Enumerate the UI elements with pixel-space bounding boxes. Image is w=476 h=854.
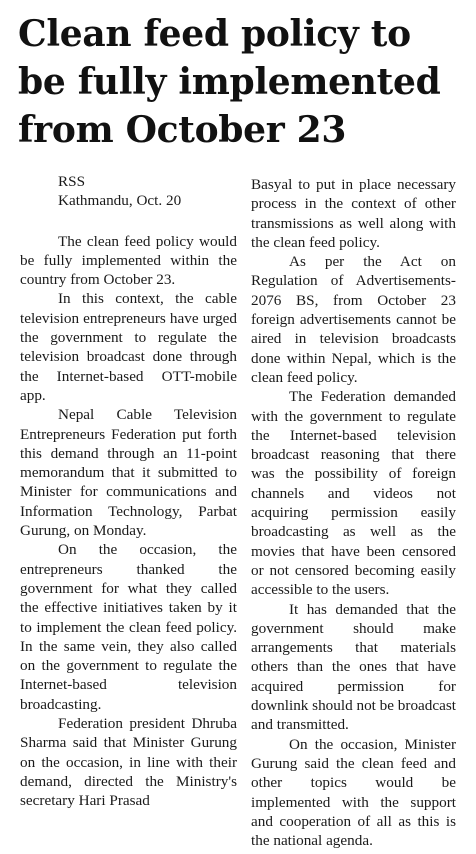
paragraph: On the occasion, Minister Gurung said the clean feed and other topics would be implemented with the support and cooperation of all as this is the national agenda.	[251, 735, 456, 850]
paragraph: The clean feed policy would be fully implemented within the country from October 23.	[20, 232, 237, 289]
paragraph: As per the Act on Regulation of Advertisements-2076 BS, from October 23 foreign advertisements cannot be aired in television broadcasts done within Nepal, which is the clean feed policy.	[251, 253, 456, 386]
article-headline	[18, 10, 468, 154]
headline-line: be fully implemented	[18, 61, 441, 103]
paragraph-continuation: Basyal to put in place necessary process in the context of other transmissions as well along with the clean feed policy.	[251, 176, 456, 251]
paragraph: Nepal Cable Television Entrepreneurs Federation put forth this demand through an 11-point memorandum that it submitted to Minister for communications and Information Technology, Parbat Gurung, on Monday.	[20, 406, 237, 540]
dateline: Kathmandu, Oct. 20	[58, 192, 182, 210]
article-column-right	[251, 175, 456, 850]
byline	[20, 172, 237, 211]
paragraph: In this context, the cable television entrepreneurs have urged the government to regulate the television broadcast done through the Internet-based OTT-mobile app.	[20, 290, 237, 404]
headline-line: from October 23	[18, 109, 347, 151]
news-source: RSS	[58, 173, 86, 190]
article-column-left	[20, 172, 237, 811]
paragraph: The Federation demanded with the government to regulate the Internet-based television broadcast reasoning that there was the possibility of foreign channels and videos not acquiring permission easily broadcasting as well as the movies that have been censored or not censored becoming easily accessible to the users.	[251, 388, 456, 599]
paragraph: Federation president Dhruba Sharma said that Minister Gurung on the occasion, in line with their demand, directed the Ministry's secretary Hari Prasad	[20, 715, 237, 810]
headline-line: Clean feed policy to	[18, 13, 411, 55]
paragraph: On the occasion, the entrepreneurs thanked the government for what they called the effective initiatives taken by it to implement the clean feed policy. In the same vein, they also called on the government to regulate the Internet-based television broadcasting.	[20, 541, 237, 713]
paragraph: It has demanded that the government should make arrangements that materials others than the ones that have acquired permission for downlink should not be broadcast and transmitted.	[251, 600, 457, 734]
